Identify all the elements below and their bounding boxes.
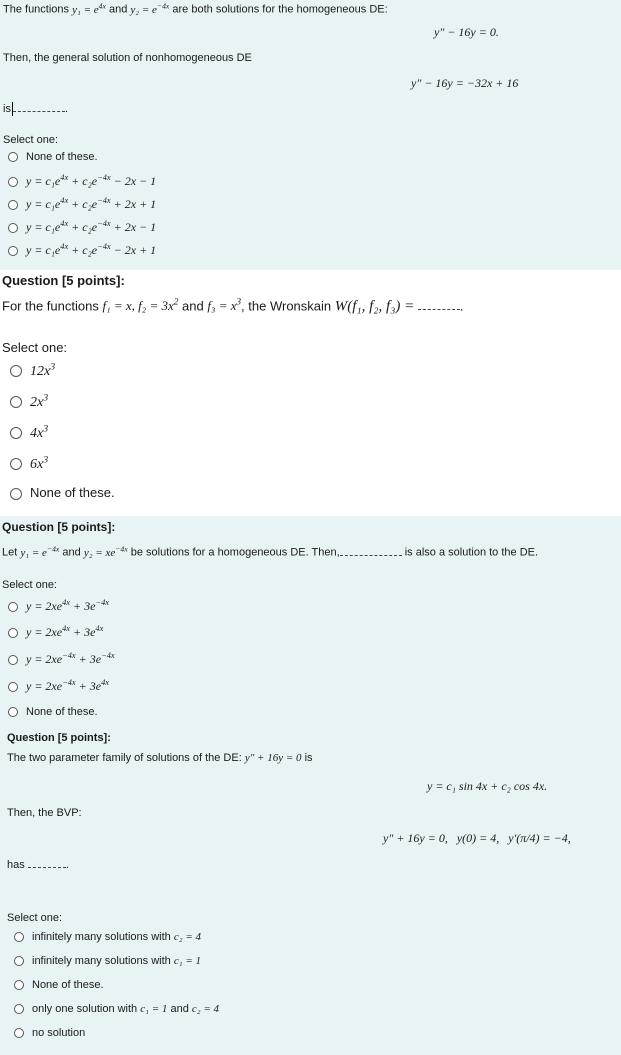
q1-then-text: Then, the general solution of nonhomogeneous DE <box>3 52 252 64</box>
q3-option-none[interactable]: None of these. <box>8 706 98 718</box>
q2-prompt: For the functions f₁ = x, $f_2 = 3x^2$ and $f_3 = x^3$, the Wronskain W(f₁, f₂, f₃) = . <box>2 297 464 315</box>
radio-button[interactable] <box>14 956 24 966</box>
q4-option-4[interactable]: only one solution with c₁ = 1 and c₂ = 4 <box>14 1003 219 1015</box>
q1-nonhomog-equation: y″ − 16y = −32x + 16 <box>411 76 519 90</box>
q4-answer-line: has . <box>7 859 69 871</box>
q2-option-4x3[interactable]: $4x^3$ <box>10 423 48 442</box>
q3-select-one: Select one: <box>2 579 58 591</box>
q4-answer-blank[interactable] <box>28 867 66 868</box>
q2-option-12x3[interactable]: $12x^3$ <box>10 361 55 380</box>
q4-option-3[interactable]: None of these. <box>14 979 104 991</box>
q3-option-3[interactable]: $y = 2xe^{-4x} + 3e^{-4x}$ <box>8 651 115 667</box>
q1-intro-pre: The functions <box>3 3 70 16</box>
q2-wronskian: W(f₁, f₂, f₃) = <box>334 298 415 315</box>
q1-option-none[interactable]: None of these. <box>8 151 98 163</box>
radio-button[interactable] <box>10 365 22 377</box>
radio-button[interactable] <box>8 707 18 717</box>
q3-y2: $y_2 = xe^{-4x}$ <box>83 544 128 559</box>
q1-option-2[interactable]: $y = c_1e^{4x} + c_2e^{-4x} - 2x - 1$ <box>8 173 156 189</box>
q3-title: Question [5 points]: <box>2 520 116 534</box>
q1-select-one: Select one: <box>3 134 59 146</box>
q1-option-4[interactable]: $y = c_1e^{4x} + c_2e^{-4x} + 2x - 1$ <box>8 219 156 235</box>
q2-title: Question [5 points]: <box>2 273 125 288</box>
q1-and: and <box>108 3 128 16</box>
q1-y2: $y_2 = e^{-4x}$ <box>130 1 170 16</box>
q1-answer-line: is . <box>3 102 69 115</box>
q2-select-one: Select one: <box>2 340 68 355</box>
radio-button[interactable] <box>8 200 18 210</box>
q4-bvp: y″ + 16y = 0, y(0) = 4, y′(π/4) = −4, <box>383 831 571 845</box>
q4-then-text: Then, the BVP: <box>7 807 82 819</box>
q3-y1: $y_1 = e^{-4x}$ <box>20 544 60 559</box>
radio-button[interactable] <box>14 1028 24 1038</box>
q4-family: y = c₁ sin 4x + c₂ cos 4x. <box>427 779 548 793</box>
text-cursor <box>12 102 13 116</box>
radio-button[interactable] <box>8 628 18 638</box>
q2-option-2x3[interactable]: $2x^3$ <box>10 392 48 411</box>
q4-select-one: Select one: <box>7 912 63 924</box>
radio-button[interactable] <box>14 980 24 990</box>
q1-answer-blank[interactable] <box>13 111 65 112</box>
radio-button[interactable] <box>8 223 18 233</box>
radio-button[interactable] <box>10 488 22 500</box>
q1-option-3[interactable]: $y = c_1e^{4x} + c_2e^{-4x} + 2x + 1$ <box>8 196 156 212</box>
q1-intro <box>3 1 388 16</box>
q3-option-2[interactable]: $y = 2xe^{4x} + 3e^{4x}$ <box>8 624 103 640</box>
q1-option-5[interactable]: $y = c_1e^{4x} + c_2e^{-4x} - 2x + 1$ <box>8 242 156 258</box>
radio-button[interactable] <box>8 246 18 256</box>
q4-de: y″ + 16y = 0 <box>244 752 302 764</box>
radio-button[interactable] <box>10 427 22 439</box>
q3-prompt: Let $y_1 = e^{-4x}$ and $y_2 = xe^{-4x}$ be solutions for a homogeneous DE. Then, is also a solution to the DE. <box>2 544 539 559</box>
q1-is-label: is <box>3 102 11 115</box>
radio-button[interactable] <box>14 932 24 942</box>
radio-button[interactable] <box>8 602 18 612</box>
q2-f1-f2: f₁ = x, $f_2 = 3x^2$ <box>102 297 179 314</box>
q1-intro-post: are both solutions for the homogeneous DE: <box>172 3 388 16</box>
q1-y1: $y_1 = e^{4x}$ <box>72 1 106 16</box>
q4-prompt: The two parameter family of solutions of the DE: y″ + 16y = 0 is <box>7 752 313 764</box>
q2-f3: $f_3 = x^3$ <box>207 297 242 314</box>
radio-button[interactable] <box>10 396 22 408</box>
radio-button[interactable] <box>8 682 18 692</box>
q4-option-5[interactable]: no solution <box>14 1027 85 1039</box>
q4-option-2[interactable]: infinitely many solutions with c₁ = 1 <box>14 955 201 967</box>
q2-option-none[interactable]: None of these. <box>10 485 115 500</box>
radio-button[interactable] <box>8 177 18 187</box>
q3-option-1[interactable]: $y = 2xe^{4x} + 3e^{-4x}$ <box>8 598 109 614</box>
radio-button[interactable] <box>10 458 22 470</box>
radio-button[interactable] <box>8 655 18 665</box>
radio-button[interactable] <box>14 1004 24 1014</box>
q4-option-1[interactable]: infinitely many solutions with c₂ = 4 <box>14 931 201 943</box>
q3-answer-blank[interactable] <box>340 555 402 556</box>
q4-title: Question [5 points]: <box>7 732 111 744</box>
radio-button[interactable] <box>8 152 18 162</box>
q2-answer-blank[interactable] <box>418 309 460 310</box>
q2-option-6x3[interactable]: $6x^3$ <box>10 454 48 473</box>
q3-option-4[interactable]: $y = 2xe^{-4x} + 3e^{4x}$ <box>8 678 109 694</box>
q1-homog-equation: y″ − 16y = 0. <box>434 25 499 39</box>
